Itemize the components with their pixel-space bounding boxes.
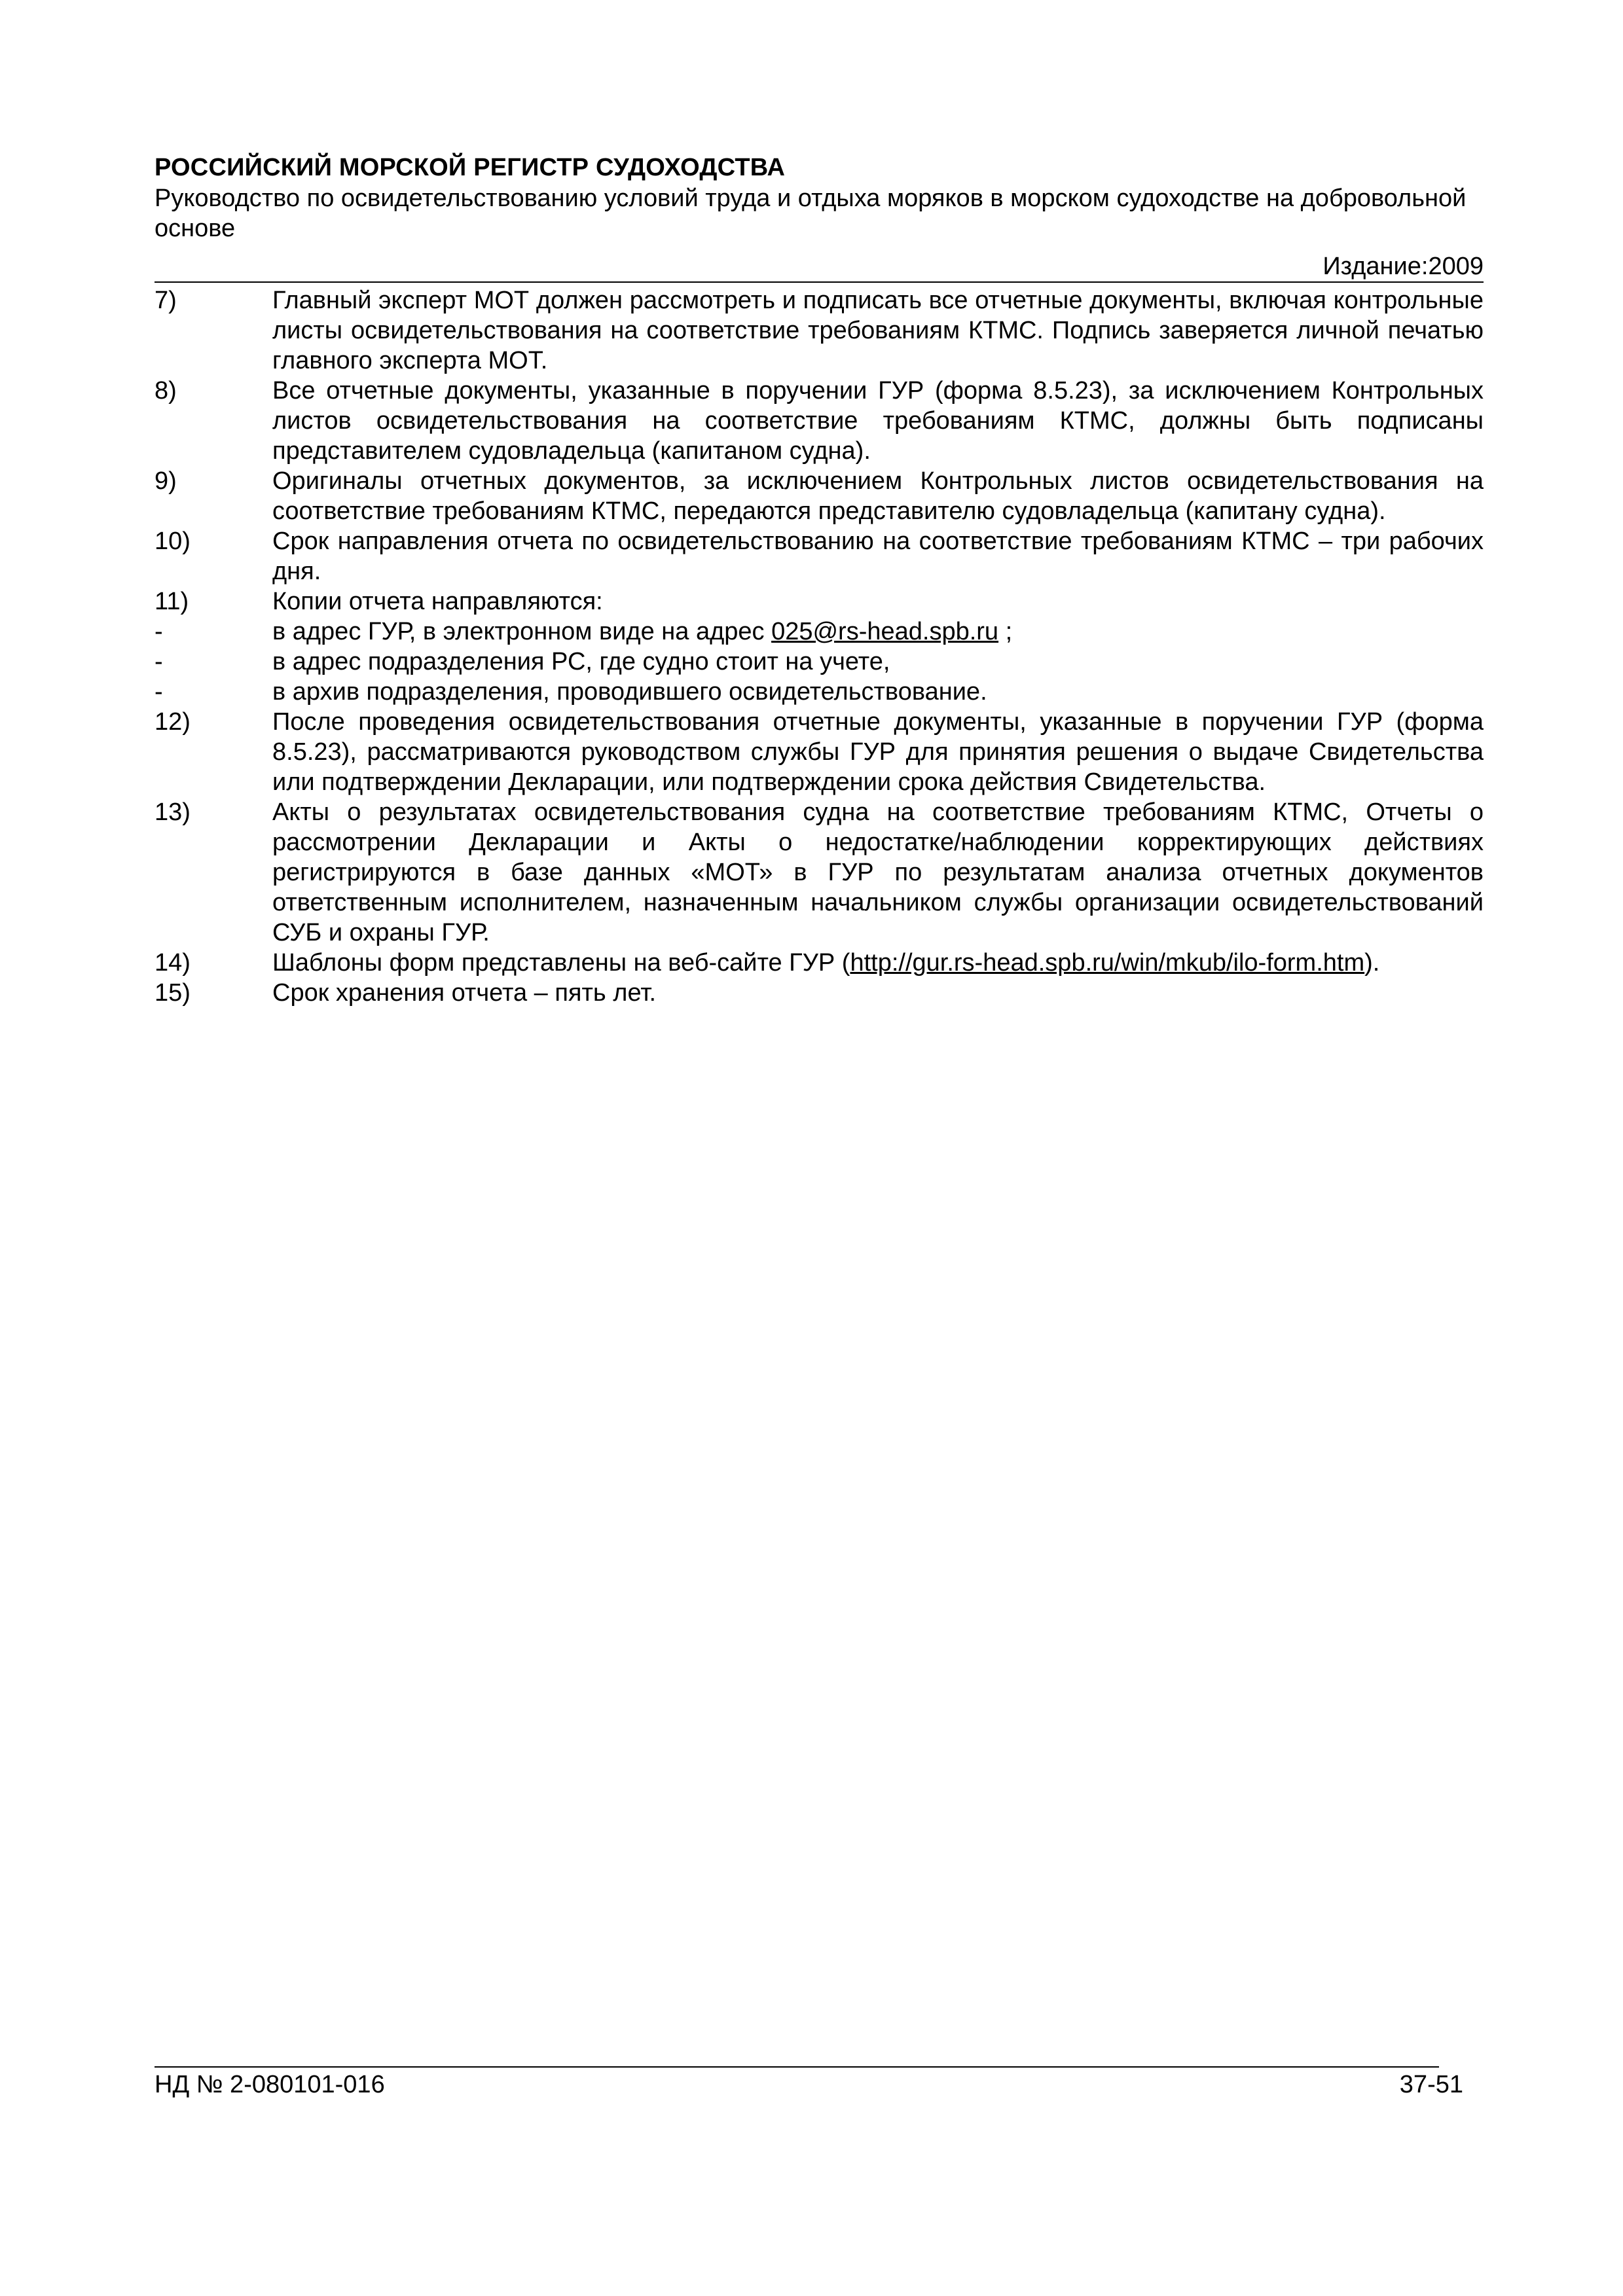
list-item-12: [155, 707, 1484, 797]
list-item-10: [155, 526, 1484, 586]
item-text: в адрес подразделения РС, где судно стоит на учете,: [272, 648, 890, 675]
list-item-dash-branch: [155, 647, 1484, 677]
item-number: 10): [155, 528, 191, 555]
numbered-list: [155, 285, 1484, 1008]
item-text: Акты о результатах освидетельствования судна на соответствие требованиям КТМС, Отчеты о рассмотрении Декларации и Акты о недостатке/наблюдении корректирующих действиях регистрируются в базе данных «МОТ» в ГУР по результатам анализа отчетных документов ответственным исполнителем, назначенным начальником службы организации освидетельствований СУБ и охраны ГУР.: [272, 798, 1484, 946]
item-text: Главный эксперт МОТ должен рассмотреть и подписать все отчетные документы, включая контрольные листы освидетельствования на соответствие требованиям КТМС. Подпись заверяется личной печатью главного эксперта МОТ.: [272, 287, 1484, 374]
document-subtitle: Руководство по освидетельствованию условий труда и отдыха моряков в морском судоходстве на добровольной основе: [155, 185, 1467, 242]
item-bullet: -: [155, 618, 163, 645]
item-number: 11): [155, 588, 189, 615]
list-item-9: [155, 466, 1484, 526]
header-divider: [155, 281, 1484, 283]
item-text: [272, 617, 1484, 647]
item-text: После проведения освидетельствования отчетные документы, указанные в поручении ГУР (форма 8.5.23), рассматриваются руководством службы ГУР для принятия решения о выдаче Свидетельства или подтверждении Декларации, или подтверждении срока действия Свидетельства.: [272, 708, 1484, 796]
document-number: НД № 2-080101-016: [155, 2071, 385, 2098]
email-link[interactable]: 025@rs-head.spb.ru: [771, 618, 999, 645]
item-text: в архив подразделения, проводившего освидетельствование.: [272, 678, 987, 706]
footer-divider: [155, 2066, 1439, 2068]
item-number: 15): [155, 979, 191, 1007]
list-item-13: [155, 797, 1484, 948]
item-text: Срок направления отчета по освидетельствованию на соответствие требованиям КТМС – три рабочих дня.: [272, 528, 1484, 585]
item-number: 14): [155, 949, 191, 977]
forms-url-link[interactable]: http://gur.rs-head.spb.ru/win/mkub/ilo-form.htm: [850, 949, 1365, 977]
item-text: [272, 948, 1484, 978]
item-text: Оригиналы отчетных документов, за исключением Контрольных листов освидетельствования на соответствие требованиям КТМС, передаются представителю судовладельца (капитану судна).: [272, 467, 1484, 525]
list-item-11: [155, 586, 1484, 617]
item-number: 7): [155, 287, 177, 314]
item-bullet: -: [155, 648, 163, 675]
list-item-7: [155, 285, 1484, 376]
item-number: 13): [155, 798, 191, 826]
item-text-after: ).: [1364, 949, 1380, 977]
item-text-before: Шаблоны форм представлены на веб-сайте ГУР (: [272, 949, 850, 977]
item-number: 12): [155, 708, 191, 736]
item-number: 8): [155, 377, 177, 404]
edition-label: Издание:2009: [1322, 253, 1484, 280]
page-number: 37-51: [1399, 2071, 1463, 2098]
item-text: Копии отчета направляются:: [272, 588, 603, 615]
item-text: Срок хранения отчета – пять лет.: [272, 979, 657, 1007]
list-item-dash-archive: [155, 677, 1484, 707]
item-text-after: ;: [998, 618, 1013, 645]
list-item-8: [155, 376, 1484, 466]
item-bullet: -: [155, 678, 163, 706]
item-text: Все отчетные документы, указанные в поручении ГУР (форма 8.5.23), за исключением Контрольных листов освидетельствования на соответствие требованиям КТМС, должны быть подписаны представителем судовладельца (капитаном судна).: [272, 377, 1484, 465]
list-item-15: [155, 978, 1484, 1008]
page-header: [155, 152, 1484, 281]
item-text-before: в адрес ГУР, в электронном виде на адрес: [272, 618, 772, 645]
item-number: 9): [155, 467, 177, 495]
list-item-dash-email: [155, 617, 1484, 647]
organization-title: РОССИЙСКИЙ МОРСКОЙ РЕГИСТР СУДОХОДСТВА: [155, 154, 786, 181]
list-item-14: [155, 948, 1484, 978]
